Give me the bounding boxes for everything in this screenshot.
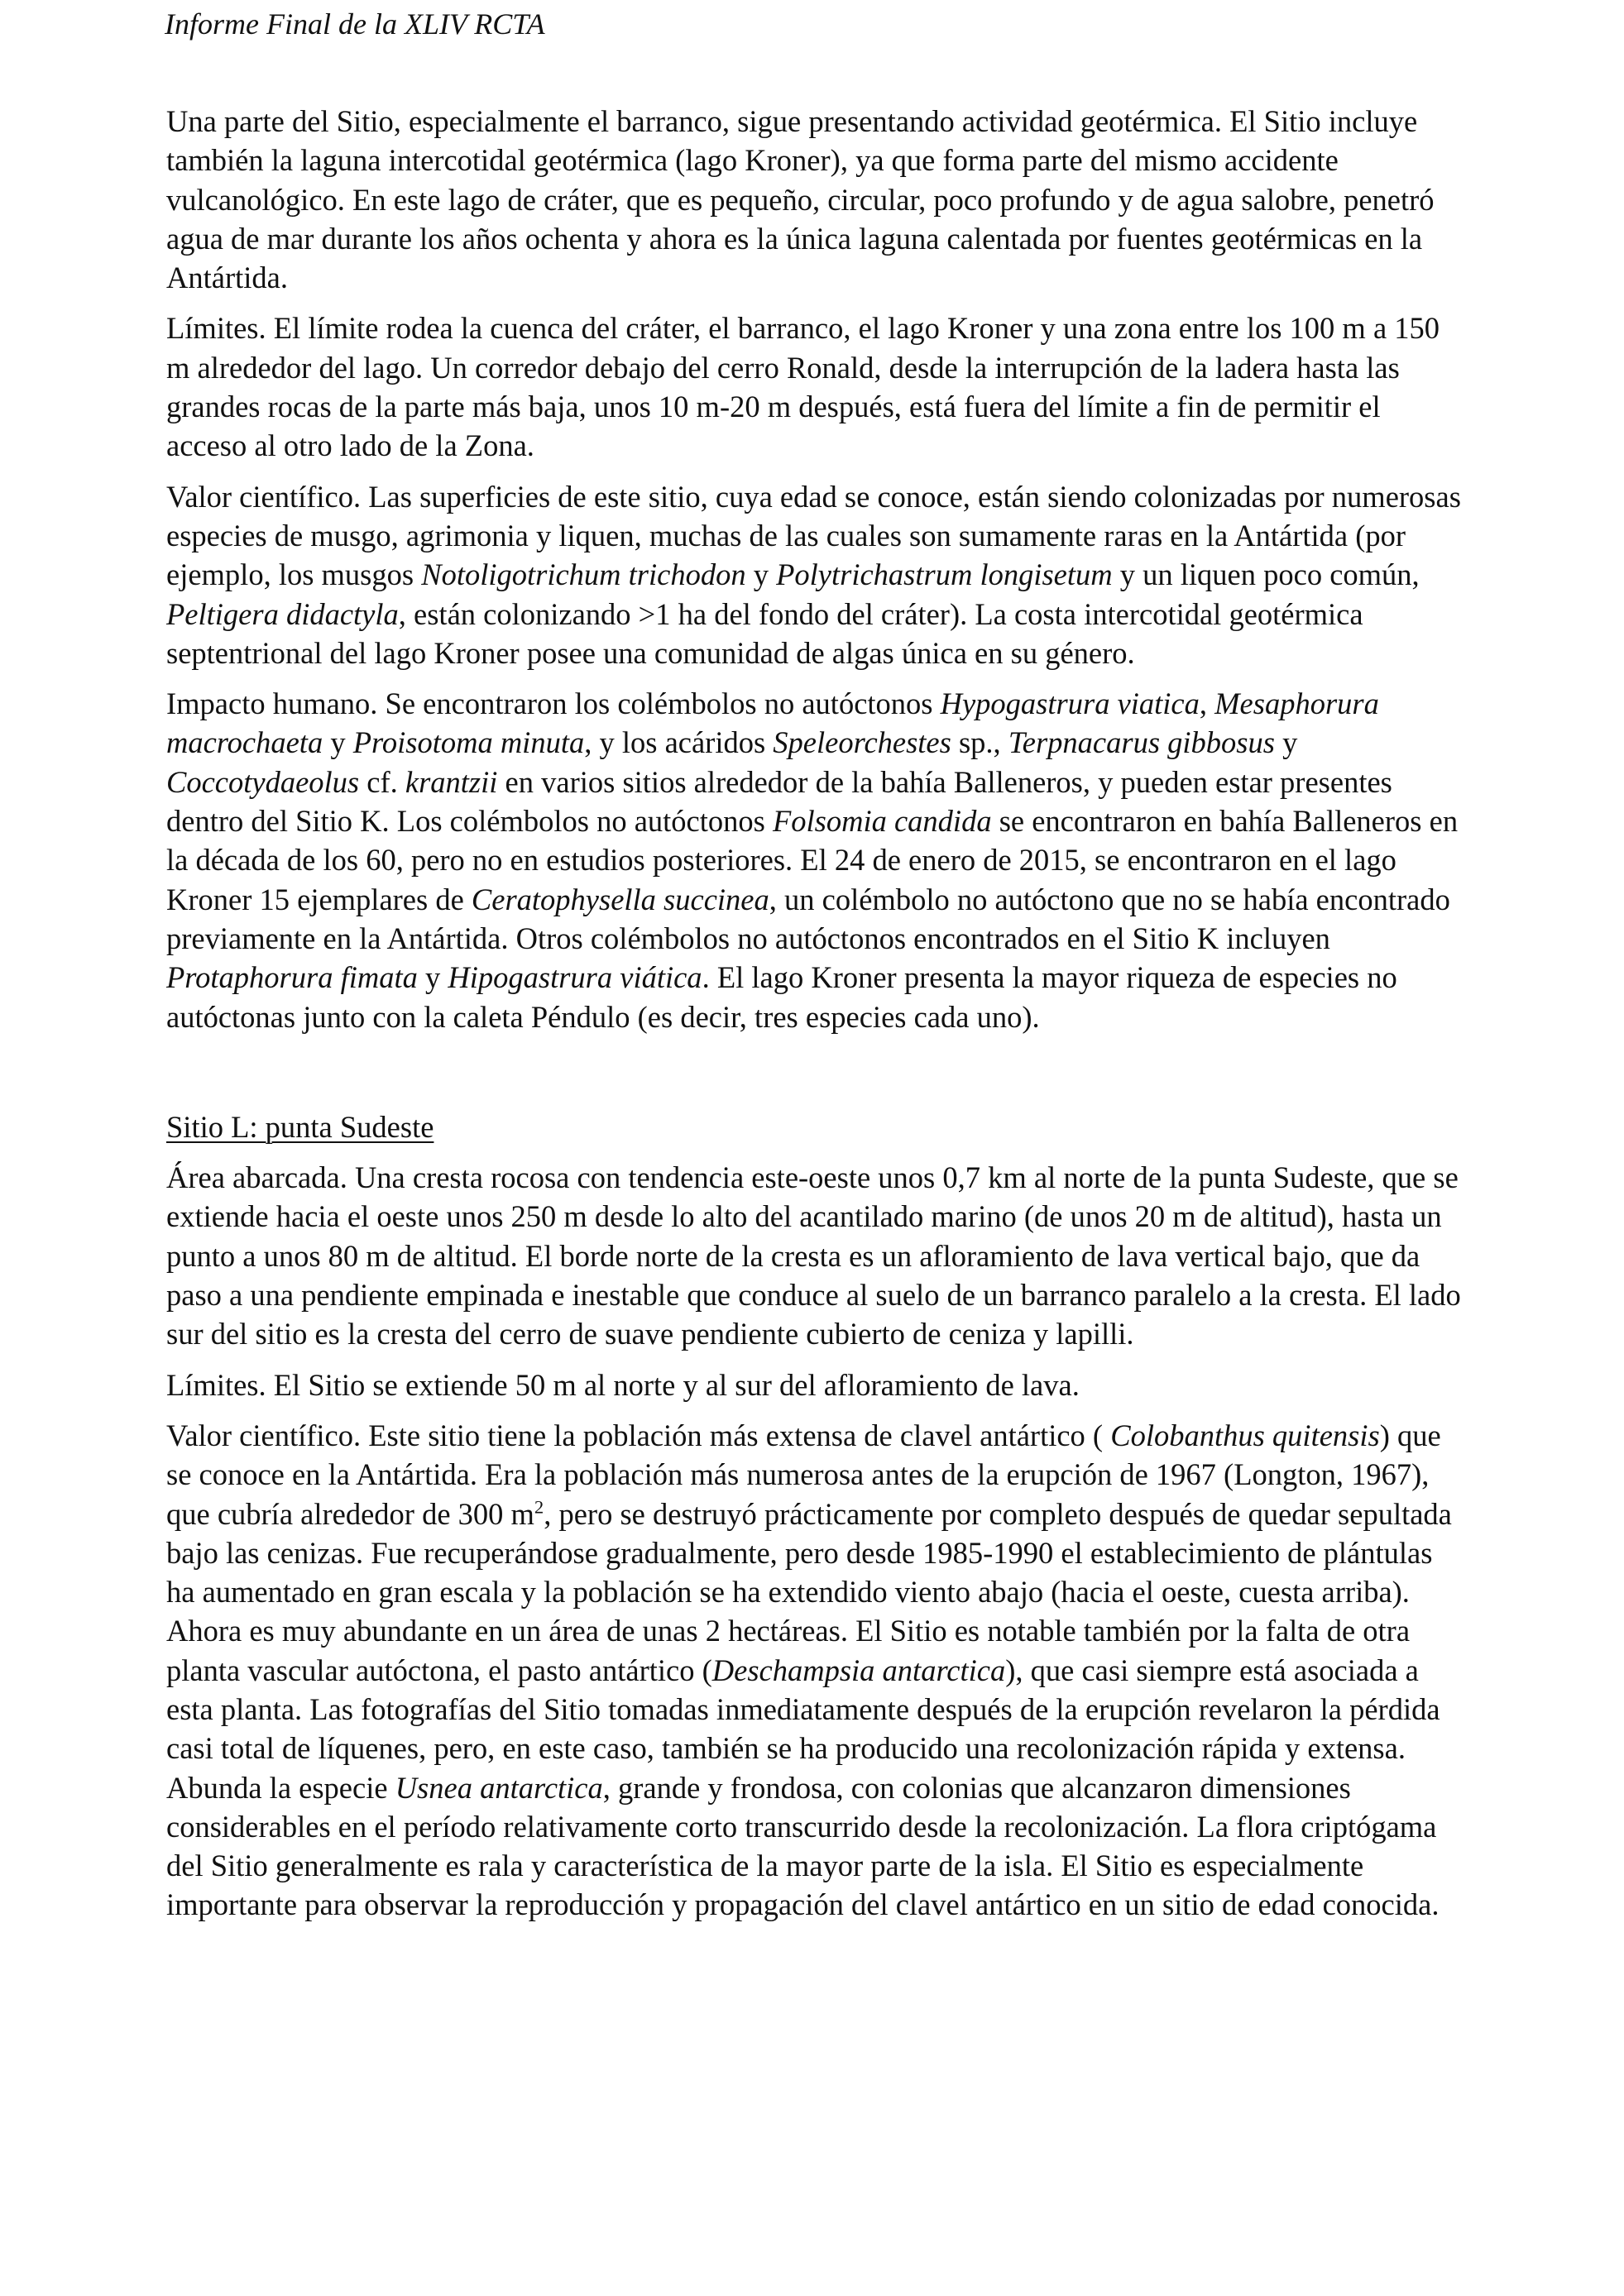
text-run: y un liquen poco común, [1112,557,1420,592]
paragraph-site-l-scientific-value [166,1416,1465,1925]
paragraph-site-k-description: Una parte del Sitio, especialmente el barranco, sigue presentando actividad geotérmica. El Sitio incluye también la laguna intercotidal geotérmica (lago Kroner), ya que forma parte del mismo accidente vulcanológico. En este lago de cráter, que es pequeño, circular, poco profundo y de agua salobre, penetró agua de mar durante los años ochenta y ahora es la única laguna calentada por fuentes geotérmicas en la Antártida. [166,104,1435,295]
species-name: Coccotydaeolus [166,764,360,799]
text-run: , pero se destruyó prácticamente por completo después de quedar sepultada bajo las cenizas. Fue recuperándose gradualmente, pero desde 1985-1990 el establecimiento de plántulas ha aumentado en gran escala y la población se ha extendido viento abajo (hacia el oeste, cuesta arriba). Ahora es muy abundante en un área de unas 2 hectáreas. El Sitio es notable también por la falta de otra planta vascular autóctona, el pasto antártico ( [166,1496,1452,1687]
text-run: y [1274,725,1298,760]
species-name: Hypogastrura viatica [940,686,1200,721]
paragraph-site-k-human-impact [166,684,1465,1036]
species-name: Mesaphorura macrochaeta [166,686,1379,760]
species-name: Speleorchestes [773,725,951,760]
text-run: y [745,557,777,592]
text-run: , grande y frondosa, con colonias que alcanzaron dimensiones considerables en el período relativamente corto transcurrido desde la recolonización. La flora criptógama del Sitio generalmente es rala y característica de la mayor parte de la isla. El Sitio es especialmente importante para observar la reproducción y propagación del clavel antártico en un sitio de edad conocida. [166,1770,1440,1922]
text-run: se encontraron en bahía Balleneros en la década de los 60, pero no en estudios posteriores. El 24 de enero de 2015, se encontraron en el lago Kroner 15 ejemplares de [166,804,1459,916]
text-run: Impacto humano. Se encontraron los colémbolos no autóctonos [166,686,941,721]
species-name: Notoligotrichum trichodon [421,557,746,592]
species-name: Terpnacarus gibbosus [1008,725,1275,760]
text-run: . El lago Kroner presenta la mayor riqueza de especies no autóctonas junto con la caleta Péndulo (es decir, tres especies cada uno). [166,960,1397,1034]
text-run: ), que casi siempre está asociada a esta planta. Las fotografías del Sitio tomadas inmediatamente después de la erupción revelaron la pérdida casi total de líquenes, pero, en este caso, también se ha producido una recolonización rápida y extensa. Abunda la especie [166,1653,1440,1805]
text-run: ) que se conoce en la Antártida. Era la población más numerosa antes de la erupción de 1967 (Longton, 1967), que cubría alrededor de 300 m [166,1418,1441,1531]
section-heading-text: Sitio L: punta Sudeste [166,1109,434,1144]
species-name: Folsomia candida [772,804,992,839]
text-run: cf. [359,764,405,799]
document-body [166,102,1465,1936]
running-header: Informe Final de la XLIV RCTA [165,7,545,41]
species-name: Deschampsia antarctica [711,1653,1006,1687]
text-run: , y los acáridos [584,725,774,760]
text-run: Valor científico. Este sitio tiene la población más extensa de clavel antártico ( [166,1418,1111,1452]
text-run: sp., [951,725,1008,760]
species-name: Protaphorura fimata [166,960,418,995]
species-name: Proisotoma minuta [352,725,585,760]
text-run: , están colonizando >1 ha del fondo del cráter). La costa intercotidal geotérmica septentrional del lago Kroner posee una comunidad de algas única en su género. [166,596,1363,670]
species-name: krantzii [405,764,498,799]
text-run: , [1199,686,1215,721]
text-run: , un colémbolo no autóctono que no se había encontrado previamente en la Antártida. Otros colémbolos no autóctonos encontrados en el Sitio K incluyen [166,882,1450,955]
species-name: Ceratophysella succinea [471,882,769,916]
paragraph-site-k-limits: Límites. El límite rodea la cuenca del cráter, el barranco, el lago Kroner y una zona entre los 100 m a 150 m alrededor del lago. Un corredor debajo del cerro Ronald, desde la interrupción de la ladera hasta las grandes rocas de la parte más baja, unos 10 m-20 m después, está fuera del límite a fin de permitir el acceso al otro lado de la Zona. [166,311,1440,463]
text-run: y [323,725,353,760]
text-run: Valor científico. Las superficies de este sitio, cuya edad se conoce, están siendo colonizadas por numerosas especies de musgo, agrimonia y liquen, muchas de las cuales son sumamente raras en la Antártida (por ejemplo, los musgos [166,479,1461,592]
species-name: Polytrichastrum longisetum [776,557,1113,592]
paragraph-site-l-area: Área abarcada. Una cresta rocosa con tendencia este-oeste unos 0,7 km al norte de la punta Sudeste, que se extiende hacia el oeste unos 250 m desde lo alto del acantilado marino (de unos 20 m de altitud), hasta un punto a unos 80 m de altitud. El borde norte de la cresta es un afloramiento de lava vertical bajo, que da paso a una pendiente empinada e inestable que conduce al suelo de un barranco paralelo a la cresta. El lado sur del sitio es la cresta del cerro de suave pendiente cubierto de ceniza y lapilli. [166,1160,1461,1351]
species-name: Peltigera didactyla [166,596,399,631]
species-name: Hipogastrura viática [448,960,702,995]
paragraph-site-k-scientific-value [166,477,1465,672]
section-heading-site-l [166,1107,1465,1146]
text-run: en varios sitios alrededor de la bahía Balleneros, y pueden estar presentes dentro del Sitio K. Los colémbolos no autóctonos [166,764,1392,839]
species-name: Usnea antarctica [395,1770,603,1805]
superscript: 2 [534,1495,544,1517]
species-name: Colobanthus quitensis [1110,1418,1380,1452]
paragraph-site-l-limits: Límites. El Sitio se extiende 50 m al norte y al sur del afloramiento de lava. [166,1367,1080,1402]
text-run: y [417,960,448,995]
